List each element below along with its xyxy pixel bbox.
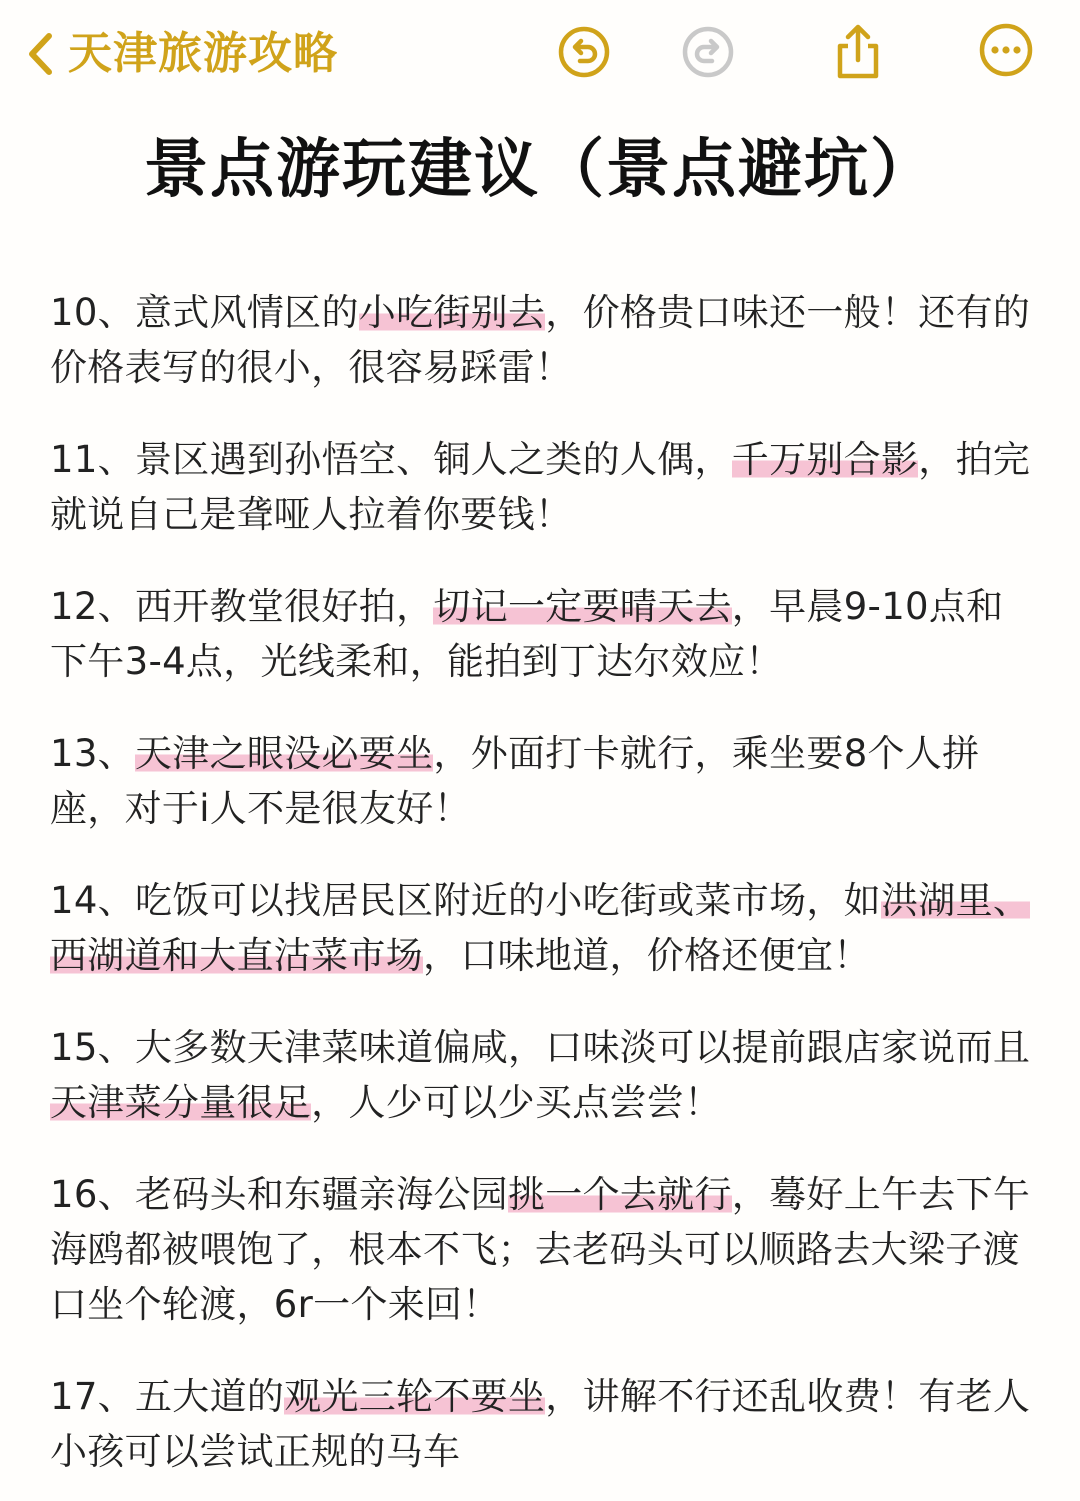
share-icon <box>826 20 890 84</box>
highlighted-text: 天津之眼没必要坐 <box>134 732 434 775</box>
highlighted-text: 洪湖里、西湖道和大直沽菜市场 <box>50 879 1031 977</box>
share-button[interactable] <box>826 20 890 84</box>
more-button[interactable] <box>974 20 1038 84</box>
tip-14: 14、吃饭可以找居民区附近的小吃街或菜市场，如洪湖里、西湖道和大直沽菜市场，口味地道，价格还便宜！ <box>50 879 1031 977</box>
undo-icon <box>552 20 616 84</box>
highlighted-text: 小吃街别去 <box>358 291 546 334</box>
undo-button[interactable] <box>552 20 616 84</box>
tip-13: 13、天津之眼没必要坐，外面打卡就行，乘坐要8个人拼座，对于i人不是很友好！ <box>50 732 980 830</box>
note-folder-title: 天津旅游攻略 <box>68 28 338 79</box>
tip-16: 16、老码头和东疆亲海公园挑一个去就行，蓦好上午去下午海鸥都被喂饱了，根本不飞；去老码头可以顺路去大梁子渡口坐个轮渡，6r一个来回！ <box>50 1173 1031 1326</box>
highlighted-text: 观光三轮不要坐 <box>284 1375 546 1418</box>
redo-button[interactable] <box>676 20 740 84</box>
highlighted-text: 千万别合影 <box>731 438 919 481</box>
tips-list <box>50 248 1040 1501</box>
note-heading: 景点游玩建议（景点避坑） <box>144 133 936 207</box>
tip-12: 12、西开教堂很好拍，切记一定要晴天去，早晨9-10点和下午3-4点，光线柔和，能拍到丁达尔效应！ <box>50 585 1004 683</box>
tip-10: 10、意式风情区的小吃街别去，价格贵口味还一般！还有的价格表写的很小，很容易踩雷！ <box>50 291 1031 389</box>
tip-17: 17、五大道的观光三轮不要坐，讲解不行还乱收费！有老人小孩可以尝试正规的马车 <box>50 1375 1031 1473</box>
tip-11: 11、景区遇到孙悟空、铜人之类的人偶，千万别合影，拍完就说自己是聋哑人拉着你要钱！ <box>50 438 1031 536</box>
redo-icon <box>676 20 740 84</box>
highlighted-text: 天津菜分量很足 <box>50 1081 312 1124</box>
tip-15: 15、大多数天津菜味道偏咸，口味淡可以提前跟店家说而且天津菜分量很足，人少可以少买点尝尝！ <box>50 1026 1031 1124</box>
top-toolbar <box>0 0 1080 110</box>
highlighted-text: 挑一个去就行 <box>507 1173 732 1216</box>
highlighted-text: 切记一定要晴天去 <box>433 585 732 628</box>
more-icon <box>974 20 1038 84</box>
back-button[interactable] <box>26 22 338 86</box>
chevron-left-icon <box>26 31 54 77</box>
